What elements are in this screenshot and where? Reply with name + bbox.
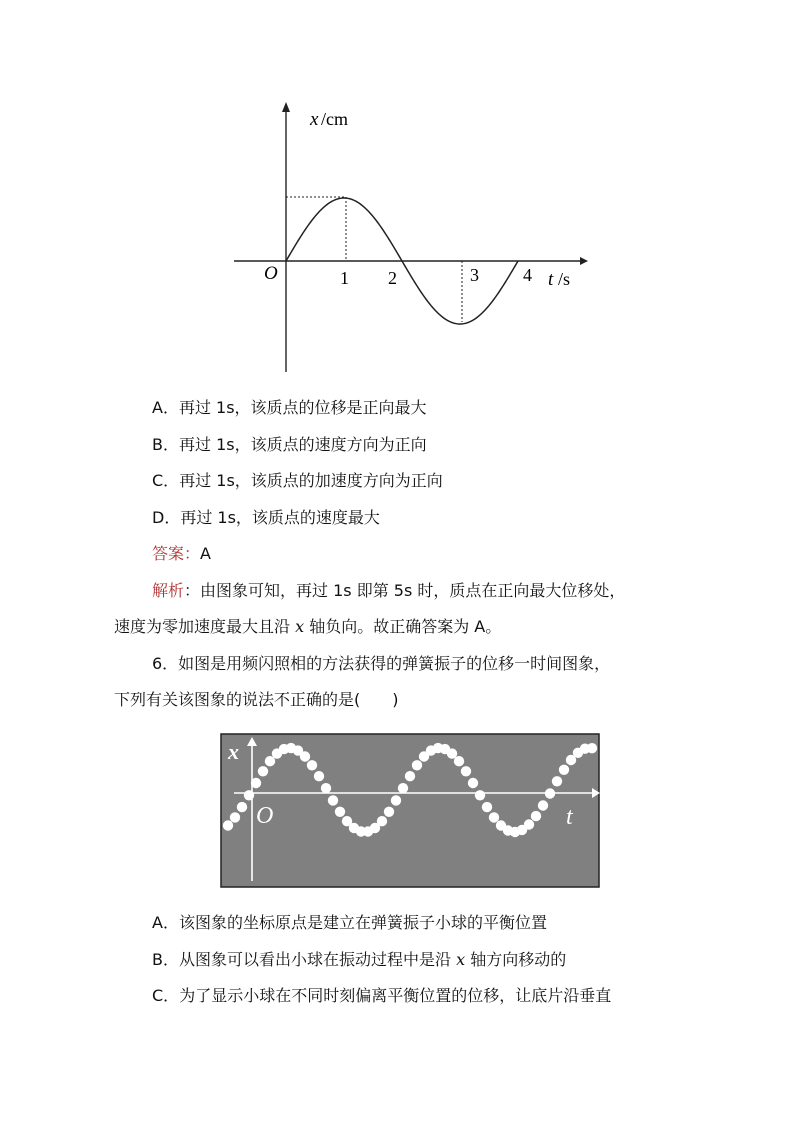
analysis-line-1: 解析：由图象可知，再过 1s 即第 5s 时，质点在正向最大位移处， <box>152 581 626 600</box>
tick-label-4: 4 <box>523 265 532 285</box>
ball-dot <box>587 743 597 753</box>
answer-value: A <box>200 544 211 563</box>
ball-dot <box>531 811 541 821</box>
analysis-line-2: 速度为零加速度最大且沿 x 轴负向。故正确答案为 A。 <box>114 617 502 636</box>
q5-option-d: D．再过 1s，该质点的速度最大 <box>152 508 380 527</box>
ball-dot <box>335 807 345 817</box>
q6-stem-line-1: 6．如图是用频闪照相的方法获得的弹簧振子的位移一时间图象， <box>152 654 611 673</box>
ball-dot <box>405 771 415 781</box>
origin-label: O <box>264 263 278 284</box>
ball-dot <box>475 790 485 800</box>
ball-dot <box>559 765 569 775</box>
ball-dot <box>321 783 331 793</box>
ball-dot <box>524 819 534 829</box>
x-axis-unit: /s <box>558 269 571 289</box>
ball-dot <box>314 771 324 781</box>
q6-option-a: A．该图象的坐标原点是建立在弹簧振子小球的平衡位置 <box>152 913 547 932</box>
answer-line <box>152 543 211 565</box>
origin-label: O <box>256 803 274 829</box>
ball-dot <box>307 760 317 770</box>
q5-option-c: C．再过 1s，该质点的加速度方向为正向 <box>152 471 443 490</box>
strobe-photo-graph <box>220 733 600 888</box>
y-axis-label: x <box>228 739 239 764</box>
ball-dot <box>538 800 548 810</box>
x-axis-label: t <box>566 804 573 830</box>
ball-dot <box>223 820 233 830</box>
t-axis-arrow <box>580 257 588 265</box>
displacement-time-graph <box>228 98 588 378</box>
x-axis-arrow <box>282 102 290 112</box>
ball-dot <box>412 760 422 770</box>
ball-dot <box>482 802 492 812</box>
analysis-label: 解析 <box>152 581 185 600</box>
tick-label-3: 3 <box>470 265 479 285</box>
ball-dot <box>258 766 268 776</box>
ball-dot <box>454 756 464 766</box>
ball-dot <box>391 795 401 805</box>
ball-dot <box>237 802 247 812</box>
tick-label-1: 1 <box>340 268 349 288</box>
ball-dot <box>552 776 562 786</box>
q6-stem-line-2: 下列有关该图象的说法不正确的是( ) <box>114 690 399 709</box>
ball-dot <box>230 812 240 822</box>
ball-dot <box>328 795 338 805</box>
tick-label-2: 2 <box>388 268 397 288</box>
q5-option-a: A．再过 1s，该质点的位移是正向最大 <box>152 398 427 417</box>
ball-dot <box>377 816 387 826</box>
ball-dot <box>300 751 310 761</box>
ball-dot <box>461 766 471 776</box>
q5-option-b: B．再过 1s，该质点的速度方向为正向 <box>152 435 427 454</box>
ball-dot <box>384 807 394 817</box>
answer-label: 答案： <box>152 544 201 563</box>
y-axis-unit: /cm <box>321 109 348 129</box>
q6-option-c: C．为了显示小球在不同时刻偏离平衡位置的位移，让底片沿垂直 <box>152 986 612 1005</box>
ball-dot <box>468 778 478 788</box>
ball-dot <box>489 812 499 822</box>
q6-option-b: B．从图象可以看出小球在振动过程中是沿 x 轴方向移动的 <box>152 950 567 969</box>
ball-dot <box>398 783 408 793</box>
x-axis-label: t <box>548 269 554 290</box>
y-axis-label: x <box>310 109 319 130</box>
